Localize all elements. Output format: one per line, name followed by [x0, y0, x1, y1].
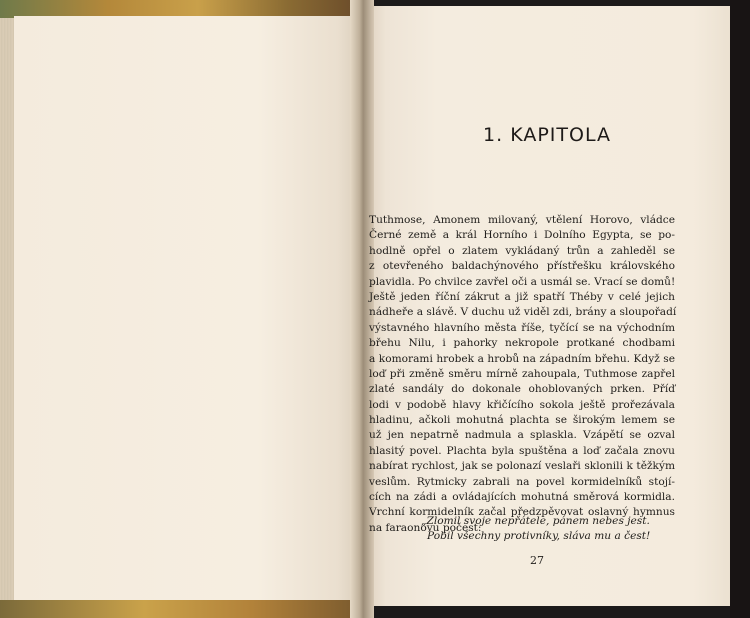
paragraph-line: loď při změně směru mírně zahoupala, Tuthmose zapřel — [369, 367, 675, 380]
paragraph-line: lodi v podobě hlavy křičícího sokola ještě prořezávala — [369, 398, 675, 411]
paragraph-line: Vrchní kormidelník začal předzpěvovat oslavný hymnus — [369, 506, 675, 519]
paragraph-line: nádheře a slávě. V duchu už viděl zdi, brány a sloupořadí — [369, 306, 677, 319]
paragraph-line: Ještě jeden říční zákrut a již spatří Théby v celé jejich — [369, 290, 675, 303]
paragraph-line: zlaté sandály do dokonale ohoblovaných prken. Příď — [369, 383, 675, 396]
paragraph-line: a komorami hrobek a hrobů na západním břehu. Když se — [369, 352, 675, 365]
background-edge — [730, 0, 750, 618]
paragraph-line: břehu Nilu, i pahorky nekropole protkané chodbami — [369, 337, 675, 350]
paragraph-line: veslům. Rytmicky zabrali na povel kormidelníků stojí- — [369, 475, 675, 488]
verse-line: „Zlomil svoje nepřátele, pánem nebes jest. — [421, 515, 650, 527]
paragraph-line: nabírat rychlost, jak se polonazí veslaři sklonili k těžkým — [369, 460, 675, 473]
paragraph-line: Tuthmose, Amonem milovaný, vtělení Horovo, vládce — [369, 214, 675, 226]
paragraph-line: na faraonovu počest: — [369, 521, 482, 534]
paragraph-line: výstavného hlavního města říše, tyčící se na východním — [369, 321, 675, 334]
paragraph-line: hodlně opřel o zlatem vykládaný trůn a zahleděl se — [369, 244, 675, 257]
chapter-paragraph — [369, 213, 675, 536]
paragraph-line: z otevřeného baldachýnového přístřešku královského — [369, 260, 675, 273]
chapter-title: 1. KAPITOLA — [483, 124, 611, 146]
paragraph-line: hladinu, ačkoli mohutná plachta se širokým lemem se — [369, 414, 675, 427]
page-number: 27 — [530, 554, 544, 567]
hymn-verse — [421, 514, 661, 545]
paragraph-line: už jen nepatrně nadmula a splaskla. Vzápětí se ozval — [369, 429, 675, 442]
paragraph-line: plavidla. Po chvilce zavřel oči a usmál se. Vrací se domů! — [369, 275, 676, 288]
paragraph-line: Černé země a král Horního i Dolního Egypta, se po- — [369, 229, 675, 242]
left-page-blank — [14, 16, 362, 604]
book-cover-edge-bottom — [0, 600, 360, 618]
verse-line: Pobil všechny protivníky, sláva mu a čest! — [427, 530, 651, 543]
paragraph-line: cích na zádi a ovládajících mohutná směrová kormidla. — [369, 491, 675, 504]
page-edges — [0, 0, 14, 618]
paragraph-line: hlasitý povel. Plachta byla spuštěna a loď začala znovu — [369, 444, 675, 457]
